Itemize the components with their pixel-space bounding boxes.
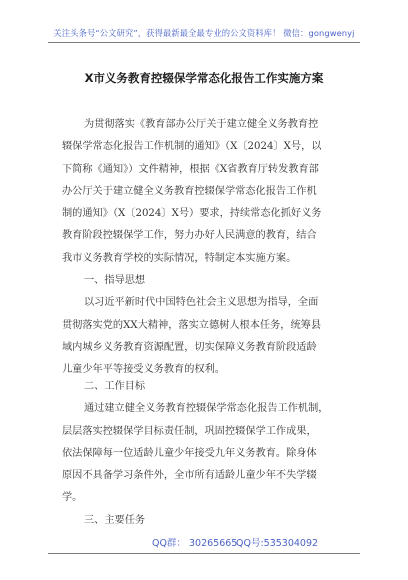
header-divider — [48, 42, 360, 43]
intro-line: 辍保学常态化报告工作机制的通知》（X〔2024〕X号，以 — [62, 141, 322, 153]
intro-line: 教育阶段控辍保学工作，努力办好人民满意的教育，结合 — [62, 230, 317, 242]
section-line: 贯彻落实党的XX大精神，落实立德树人根本任务，统筹县 — [62, 319, 322, 331]
intro-line: 制的通知》（X〔2024〕X号）要求，持续常态化抓好义务 — [62, 208, 322, 220]
footer-qq-number: QQ号:535304092 — [236, 538, 319, 549]
footer-qq-group: QQ群： 30265665 — [152, 538, 238, 549]
intro-line: 为贯彻落实《教育部办公厅关于建立健全义务教育控 — [84, 119, 319, 130]
intro-line: 下简称《通知》）文件精神，根据《X省教育厅转发教育部 — [62, 163, 319, 175]
section-line: 层层落实控辍保学目标责任制，巩固控辍保学工作成果， — [62, 425, 317, 437]
section-line: 域内城乡义务教育资源配置，切实保障义务教育阶段适龄 — [62, 341, 317, 353]
section-heading: 三、主要任务 — [84, 515, 146, 526]
section-line: 依法保障每一位适龄儿童少年接受九年义务教育。除身体 — [62, 447, 317, 459]
document-title: X市义务教育控辍保学常态化报告工作实施方案 — [84, 71, 324, 85]
section-main-tasks — [62, 510, 362, 532]
section-line: 儿童少年平等接受义务教育的权利。 — [62, 364, 225, 376]
section-heading: 二、工作目标 — [84, 381, 146, 392]
section-heading: 一、指导思想 — [84, 275, 146, 286]
intro-paragraph — [62, 114, 362, 270]
intro-line: 办公厅关于建立健全义务教育控辍保学常态化报告工作机 — [62, 185, 317, 197]
section-work-goals — [62, 376, 362, 510]
intro-line: 我市义务教育学校的实际情况，特制定本实施方案。 — [62, 252, 297, 264]
section-line: 学。 — [62, 492, 83, 504]
section-line: 原因不具备学习条件外，全市所有适龄儿童少年不失学辍 — [62, 470, 317, 482]
section-line: 通过建立健全义务教育控辍保学常态化报告工作机制， — [84, 403, 329, 415]
section-guiding-ideology — [62, 270, 362, 381]
footer-divider — [48, 553, 360, 554]
section-line: 以习近平新时代中国特色社会主义思想为指导，全面 — [84, 297, 319, 309]
header-note: 关注头条号“公文研究”，获得最新最全最专业的公文资料库！ 微信：gongwenyj — [53, 28, 355, 38]
